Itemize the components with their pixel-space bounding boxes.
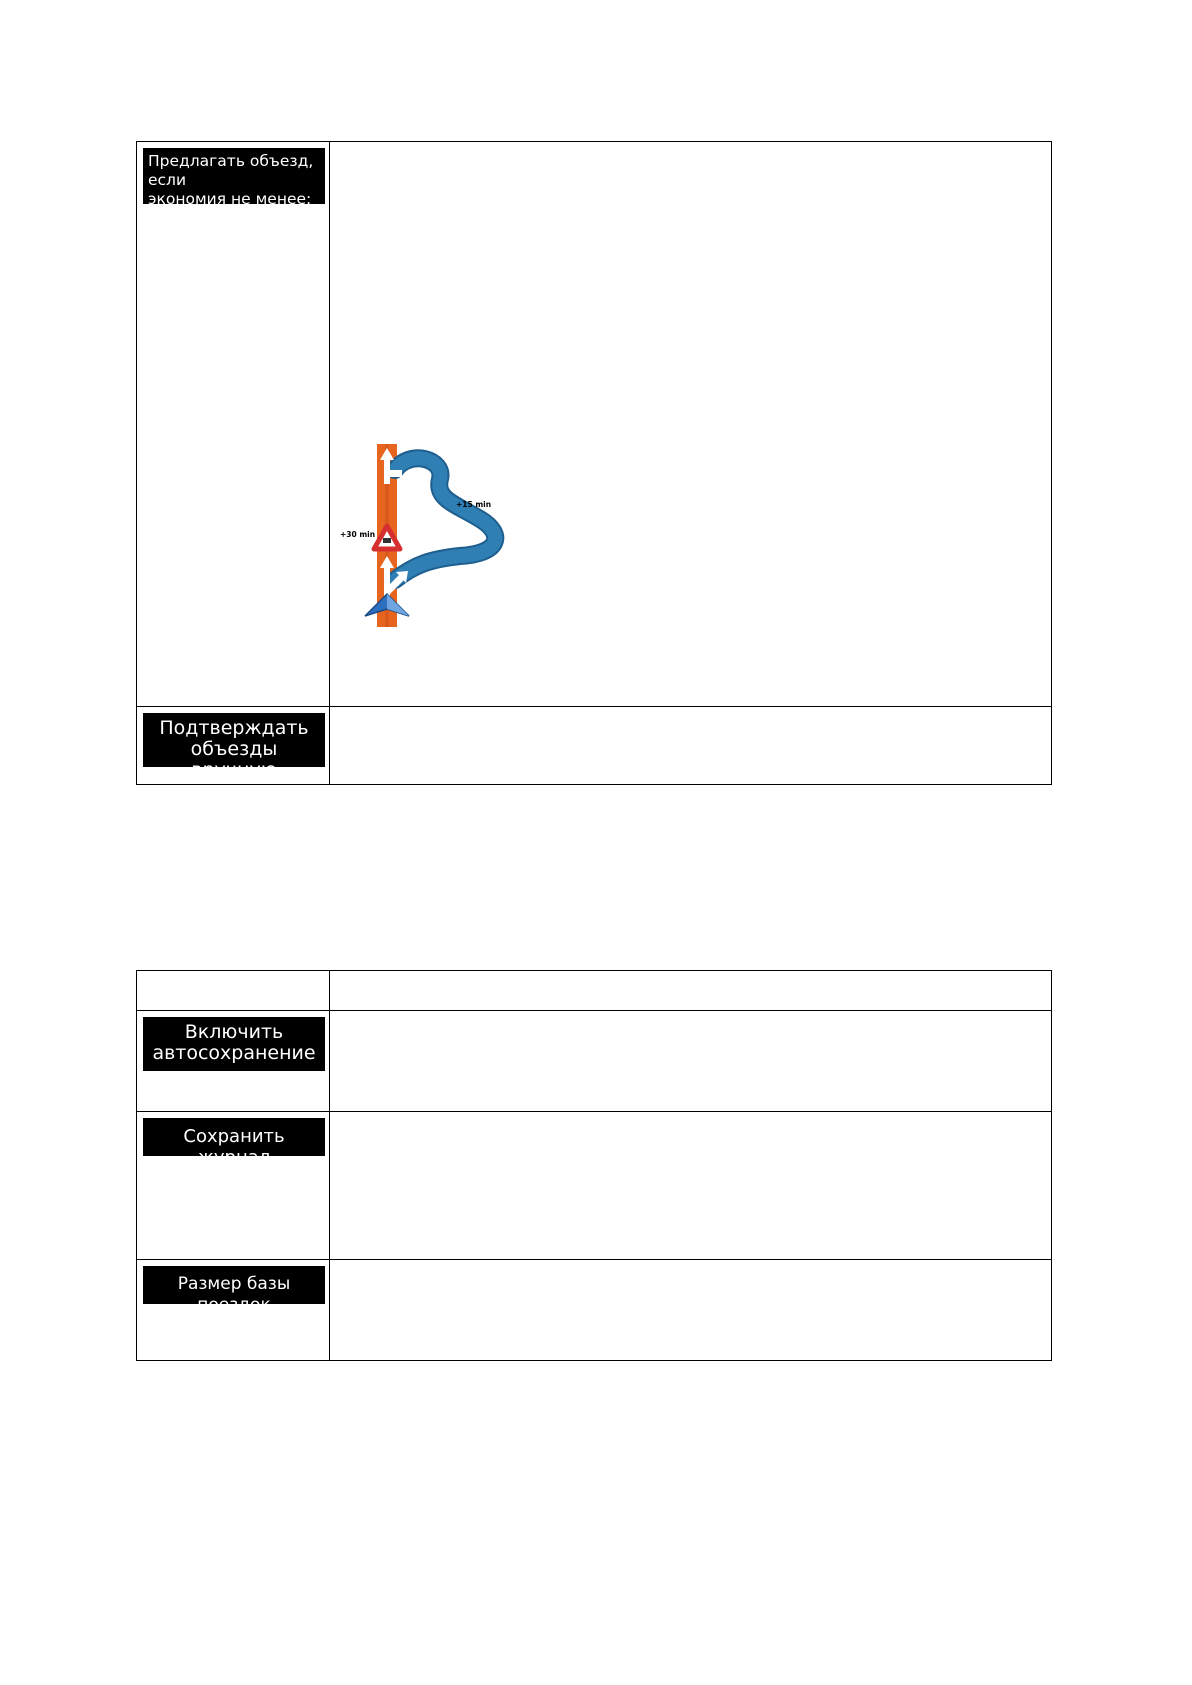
table-row — [137, 1011, 1052, 1112]
offer-detour-button[interactable] — [143, 148, 325, 222]
label-cell — [137, 142, 330, 707]
description-cell — [330, 142, 1052, 707]
confirm-detours-line-1: Подтверждать — [159, 717, 309, 739]
description-cell — [330, 1112, 1052, 1260]
settings-table-detours — [136, 141, 1052, 785]
description-cell — [330, 1260, 1052, 1361]
label-cell — [137, 1112, 330, 1260]
table-row — [137, 1112, 1052, 1260]
trip-db-size-button[interactable] — [143, 1266, 325, 1315]
table-header-row — [137, 971, 1052, 1011]
description-cell — [330, 1011, 1052, 1112]
offer-detour-line-2: экономия не менее: — [148, 190, 312, 208]
description-cell — [330, 707, 1052, 785]
table-row — [137, 707, 1052, 785]
header-cell — [330, 971, 1052, 1011]
enable-autosave-button[interactable] — [143, 1017, 325, 1071]
detour-map-image — [340, 444, 530, 634]
enable-autosave-line-1: Включить — [184, 1021, 284, 1043]
label-cell — [137, 1011, 330, 1112]
label-cell — [137, 707, 330, 785]
table-row — [137, 1260, 1052, 1361]
header-cell — [137, 971, 330, 1011]
detour-time-label: +15 min — [456, 500, 492, 509]
save-log-button[interactable] — [143, 1118, 325, 1168]
save-log-label: Сохранить журнал — [183, 1126, 285, 1168]
table-row — [137, 142, 1052, 707]
confirm-detours-line-2: объезды вручную — [190, 738, 278, 781]
enable-autosave-line-2: автосохранение — [152, 1042, 316, 1064]
detour-illustration — [340, 444, 530, 634]
offer-detour-line-1: Предлагать объезд, если — [148, 152, 314, 189]
turn-arrow-top — [384, 470, 402, 477]
main-route-time-label: +30 min — [340, 530, 376, 539]
settings-table-trip-log — [136, 970, 1052, 1361]
confirm-detours-button[interactable] — [143, 713, 325, 781]
offer-detour-value: 5 минут — [148, 208, 197, 222]
label-cell — [137, 1260, 330, 1361]
trip-db-size-label: Размер базы поездок — [177, 1274, 291, 1315]
